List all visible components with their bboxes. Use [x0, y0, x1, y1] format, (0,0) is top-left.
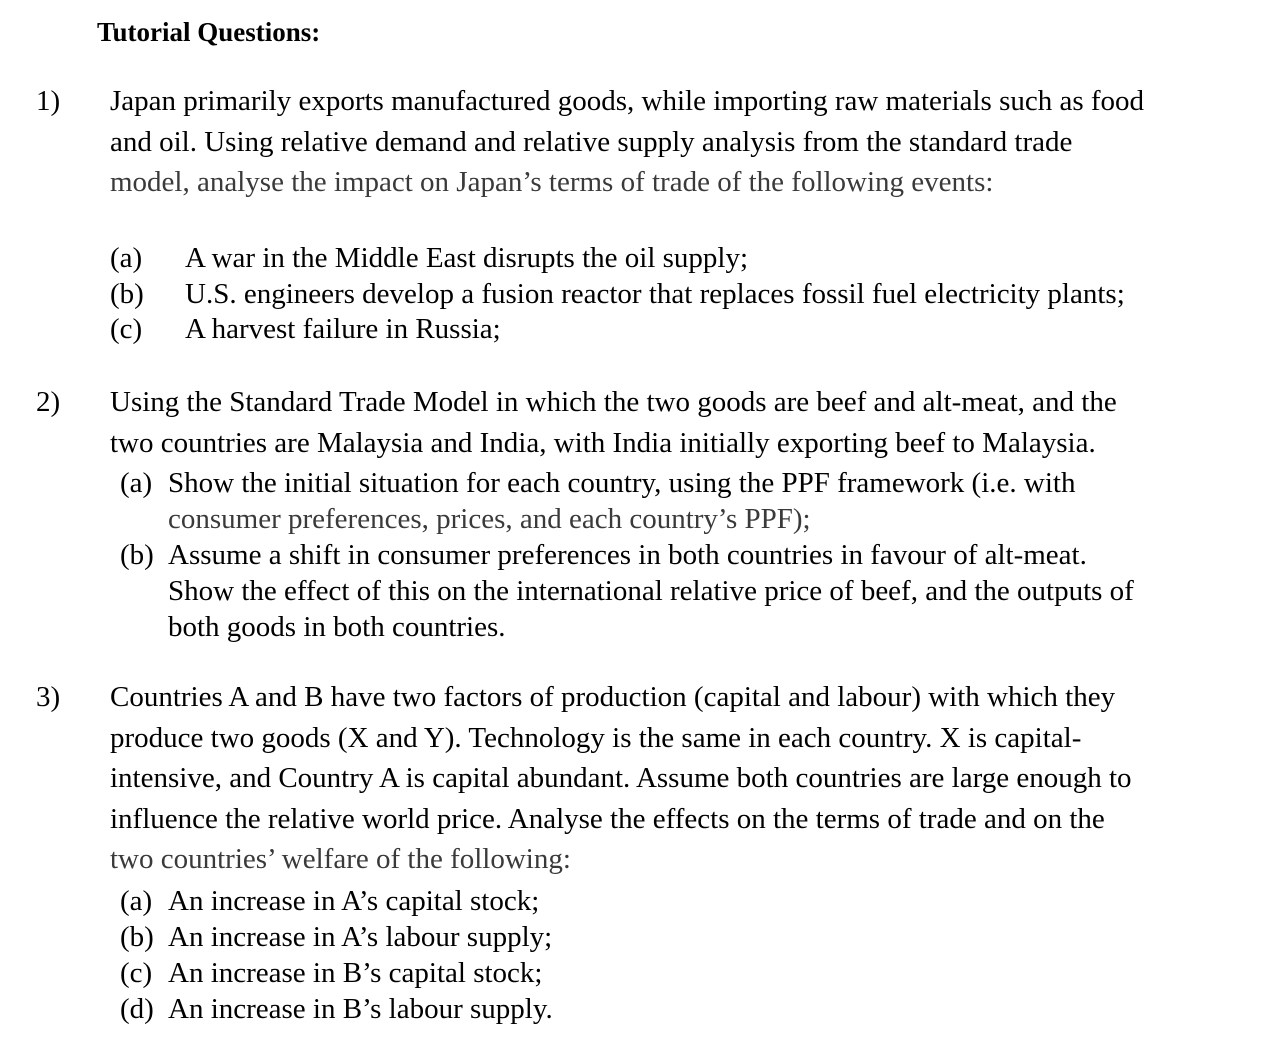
question-3-line: produce two goods (X and Y). Technology is the same in each country. X is capital- — [110, 721, 1082, 754]
question-3-text — [110, 677, 1240, 880]
item-text: U.S. engineers develop a fusion reactor that replaces fossil fuel electricity plants; — [185, 277, 1125, 310]
item-label: (d) — [120, 993, 154, 1025]
item-line: consumer preferences, prices, and each country’s PPF); — [168, 503, 811, 535]
question-1-text — [110, 81, 1240, 203]
question-1-line: Japan primarily exports manufactured goods, while importing raw materials such as food — [110, 85, 1145, 117]
item-line: Show the effect of this on the international relative price of beef, and the outputs of — [168, 575, 1134, 607]
item-label: (a) — [120, 467, 153, 499]
question-3-line: Countries A and B have two factors of production (capital and labour) with which they — [110, 681, 1116, 713]
list-item — [110, 312, 1125, 348]
item-line: Show the initial situation for each country, using the PPF framework (i.e. with — [168, 467, 1076, 499]
item-text: An increase in B’s capital stock; — [168, 957, 543, 989]
question-2-text — [110, 382, 1240, 463]
item-text — [168, 465, 1075, 537]
page-title: Tutorial Questions: — [97, 17, 321, 47]
list-item — [120, 537, 1134, 645]
item-label: (b) — [120, 921, 154, 953]
question-3-line: intensive, and Country A is capital abundant. Assume both countries are large enough to — [110, 762, 1132, 794]
question-2-line: Using the Standard Trade Model in which the two goods are beef and alt-meat, and the — [110, 386, 1117, 418]
item-text: A harvest failure in Russia; — [185, 313, 501, 345]
item-label: (c) — [120, 957, 153, 989]
list-item — [120, 883, 553, 919]
item-label: (b) — [110, 277, 144, 310]
list-item — [120, 991, 553, 1027]
item-text: A war in the Middle East disrupts the oil supply; — [185, 242, 749, 274]
list-item — [120, 919, 553, 955]
question-2-number: 2) — [36, 386, 61, 418]
item-label: (c) — [110, 313, 143, 345]
question-3-line: two countries’ welfare of the following: — [110, 843, 571, 875]
question-1-line: and oil. Using relative demand and relative supply analysis from the standard trade — [110, 125, 1073, 158]
item-text: An increase in A’s labour supply; — [168, 921, 553, 953]
question-1-number: 1) — [36, 85, 61, 117]
item-label: (b) — [120, 539, 154, 571]
item-text: An increase in A’s capital stock; — [168, 885, 540, 917]
question-3-subitems — [120, 883, 553, 1027]
item-label: (a) — [120, 885, 153, 917]
item-line: both goods in both countries. — [168, 611, 506, 643]
question-2-line: two countries are Malaysia and India, with India initially exporting beef to Malaysia. — [110, 426, 1096, 459]
list-item — [120, 465, 1134, 537]
list-item — [110, 241, 1125, 277]
question-3-line: influence the relative world price. Analyse the effects on the terms of trade and on the — [110, 802, 1105, 835]
item-line: Assume a shift in consumer preferences in both countries in favour of alt-meat. — [168, 539, 1087, 571]
list-item — [120, 955, 553, 991]
question-3-number: 3) — [36, 681, 61, 713]
item-text: An increase in B’s labour supply. — [168, 993, 553, 1025]
question-1-subitems — [110, 241, 1125, 348]
item-text — [168, 537, 1134, 645]
question-1-line: model, analyse the impact on Japan’s terms of trade of the following events: — [110, 166, 994, 198]
question-2-subitems — [120, 465, 1134, 645]
item-label: (a) — [110, 242, 143, 274]
list-item — [110, 277, 1125, 313]
